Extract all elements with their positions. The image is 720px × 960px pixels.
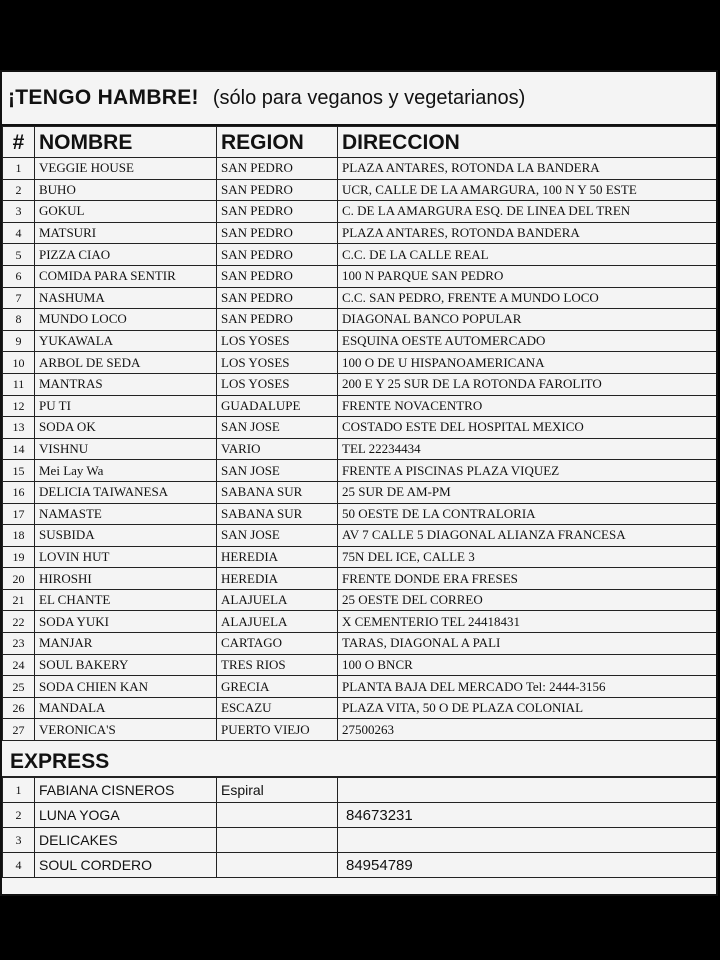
row-number: 8: [3, 309, 35, 331]
row-nombre: FABIANA CISNEROS: [35, 778, 217, 803]
row-number: 1: [3, 778, 35, 803]
row-region: SAN JOSE: [217, 417, 338, 439]
row-region: SABANA SUR: [217, 481, 338, 503]
table-row: [3, 589, 719, 611]
row-region: PUERTO VIEJO: [217, 719, 338, 741]
row-region: SAN JOSE: [217, 525, 338, 547]
row-number: 2: [3, 179, 35, 201]
row-number: 26: [3, 697, 35, 719]
row-nombre: MANDALA: [35, 697, 217, 719]
table-row: [3, 222, 719, 244]
row-number: 16: [3, 481, 35, 503]
row-number: 9: [3, 330, 35, 352]
row-region: LOS YOSES: [217, 373, 338, 395]
row-region: [217, 803, 338, 828]
row-nombre: VEGGIE HOUSE: [35, 158, 217, 180]
row-number: 1: [3, 158, 35, 180]
table-row: [3, 287, 719, 309]
row-nombre: EL CHANTE: [35, 589, 217, 611]
table-row: [3, 546, 719, 568]
row-direccion: 25 SUR DE AM-PM: [338, 481, 719, 503]
row-number: 24: [3, 654, 35, 676]
row-region: SAN PEDRO: [217, 265, 338, 287]
row-region: [217, 853, 338, 878]
row-nombre: SODA CHIEN KAN: [35, 676, 217, 698]
row-number: 13: [3, 417, 35, 439]
row-region: SABANA SUR: [217, 503, 338, 525]
row-region: ALAJUELA: [217, 589, 338, 611]
table-row: [3, 676, 719, 698]
row-number: 14: [3, 438, 35, 460]
header-region: REGION: [217, 127, 338, 158]
row-region: SAN PEDRO: [217, 309, 338, 331]
row-number: 17: [3, 503, 35, 525]
table-row: [3, 244, 719, 266]
row-region: SAN JOSE: [217, 460, 338, 482]
header-nombre: NOMBRE: [35, 127, 217, 158]
row-nombre: Mei Lay Wa: [35, 460, 217, 482]
table-row: [3, 568, 719, 590]
title-main: ¡TENGO HAMBRE!: [8, 86, 199, 109]
row-nombre: VERONICA'S: [35, 719, 217, 741]
row-nombre: LUNA YOGA: [35, 803, 217, 828]
table-row: [3, 417, 719, 439]
row-nombre: DELICIA TAIWANESA: [35, 481, 217, 503]
row-direccion: FRENTE A PISCINAS PLAZA VIQUEZ: [338, 460, 719, 482]
row-number: 19: [3, 546, 35, 568]
row-direccion: UCR, CALLE DE LA AMARGURA, 100 N Y 50 ESTE: [338, 179, 719, 201]
table-row: [3, 158, 719, 180]
row-direccion: C. DE LA AMARGURA ESQ. DE LINEA DEL TREN: [338, 201, 719, 223]
express-body: [3, 778, 719, 878]
table-body: [3, 158, 719, 741]
row-nombre: SUSBIDA: [35, 525, 217, 547]
table-row: [3, 778, 719, 803]
row-direccion: PLAZA ANTARES, ROTONDA BANDERA: [338, 222, 719, 244]
row-nombre: SODA OK: [35, 417, 217, 439]
row-direccion: C.C. DE LA CALLE REAL: [338, 244, 719, 266]
header-number: #: [3, 127, 35, 158]
table-row: [3, 611, 719, 633]
table-row: [3, 352, 719, 374]
table-row: [3, 201, 719, 223]
row-nombre: SOUL CORDERO: [35, 853, 217, 878]
row-direccion: TARAS, DIAGONAL A PALI: [338, 633, 719, 655]
table-header-row: [3, 127, 719, 158]
row-nombre: MANTRAS: [35, 373, 217, 395]
row-direccion: 25 OESTE DEL CORREO: [338, 589, 719, 611]
table-row: [3, 179, 719, 201]
row-number: 23: [3, 633, 35, 655]
table-row: [3, 654, 719, 676]
express-heading: EXPRESS: [2, 741, 716, 777]
row-direccion: PLAZA ANTARES, ROTONDA LA BANDERA: [338, 158, 719, 180]
row-number: 12: [3, 395, 35, 417]
row-number: 22: [3, 611, 35, 633]
row-number: 2: [3, 803, 35, 828]
row-region: SAN PEDRO: [217, 222, 338, 244]
row-region: GRECIA: [217, 676, 338, 698]
row-direccion: FRENTE NOVACENTRO: [338, 395, 719, 417]
row-nombre: DELICAKES: [35, 828, 217, 853]
row-region: ALAJUELA: [217, 611, 338, 633]
table-row: [3, 719, 719, 741]
row-nombre: SODA YUKI: [35, 611, 217, 633]
row-region: SAN PEDRO: [217, 287, 338, 309]
row-number: 3: [3, 201, 35, 223]
row-region: GUADALUPE: [217, 395, 338, 417]
row-number: 7: [3, 287, 35, 309]
row-number: 3: [3, 828, 35, 853]
row-region: LOS YOSES: [217, 330, 338, 352]
row-number: 25: [3, 676, 35, 698]
row-number: 11: [3, 373, 35, 395]
table-row: [3, 828, 719, 853]
row-nombre: GOKUL: [35, 201, 217, 223]
row-nombre: MUNDO LOCO: [35, 309, 217, 331]
row-direccion: 84673231: [338, 803, 719, 828]
row-nombre: YUKAWALA: [35, 330, 217, 352]
row-direccion: [338, 778, 719, 803]
row-number: 20: [3, 568, 35, 590]
table-row: [3, 633, 719, 655]
row-number: 21: [3, 589, 35, 611]
row-nombre: PU TI: [35, 395, 217, 417]
row-region: HEREDIA: [217, 546, 338, 568]
express-table: [2, 777, 718, 878]
table-row: [3, 525, 719, 547]
row-number: 5: [3, 244, 35, 266]
row-nombre: COMIDA PARA SENTIR: [35, 265, 217, 287]
row-region: SAN PEDRO: [217, 201, 338, 223]
row-direccion: TEL 22234434: [338, 438, 719, 460]
row-region: SAN PEDRO: [217, 158, 338, 180]
table-row: [3, 803, 719, 828]
row-direccion: DIAGONAL BANCO POPULAR: [338, 309, 719, 331]
row-direccion: 27500263: [338, 719, 719, 741]
row-direccion: 200 E Y 25 SUR DE LA ROTONDA FAROLITO: [338, 373, 719, 395]
table-row: [3, 373, 719, 395]
row-nombre: NAMASTE: [35, 503, 217, 525]
row-direccion: 100 O BNCR: [338, 654, 719, 676]
row-direccion: PLANTA BAJA DEL MERCADO Tel: 2444-3156: [338, 676, 719, 698]
row-number: 27: [3, 719, 35, 741]
row-direccion: [338, 828, 719, 853]
row-nombre: MATSURI: [35, 222, 217, 244]
table-row: [3, 460, 719, 482]
row-number: 10: [3, 352, 35, 374]
row-region: HEREDIA: [217, 568, 338, 590]
table-row: [3, 438, 719, 460]
table-row: [3, 481, 719, 503]
table-row: [3, 503, 719, 525]
title-subtitle: (sólo para veganos y vegetarianos): [212, 86, 526, 109]
table-row: [3, 395, 719, 417]
row-direccion: 100 N PARQUE SAN PEDRO: [338, 265, 719, 287]
row-region: CARTAGO: [217, 633, 338, 655]
row-direccion: AV 7 CALLE 5 DIAGONAL ALIANZA FRANCESA: [338, 525, 719, 547]
row-nombre: HIROSHI: [35, 568, 217, 590]
row-region: TRES RIOS: [217, 654, 338, 676]
row-region: [217, 828, 338, 853]
row-number: 6: [3, 265, 35, 287]
row-direccion: C.C. SAN PEDRO, FRENTE A MUNDO LOCO: [338, 287, 719, 309]
row-nombre: PIZZA CIAO: [35, 244, 217, 266]
row-number: 4: [3, 853, 35, 878]
row-direccion: COSTADO ESTE DEL HOSPITAL MEXICO: [338, 417, 719, 439]
row-direccion: 100 O DE U HISPANOAMERICANA: [338, 352, 719, 374]
table-row: [3, 265, 719, 287]
table-row: [3, 697, 719, 719]
row-number: 18: [3, 525, 35, 547]
row-nombre: NASHUMA: [35, 287, 217, 309]
header-direccion: DIRECCION: [338, 127, 719, 158]
row-region: Espiral: [217, 778, 338, 803]
row-number: 15: [3, 460, 35, 482]
row-region: ESCAZU: [217, 697, 338, 719]
row-nombre: ARBOL DE SEDA: [35, 352, 217, 374]
row-number: 4: [3, 222, 35, 244]
row-nombre: SOUL BAKERY: [35, 654, 217, 676]
row-direccion: 50 OESTE DE LA CONTRALORIA: [338, 503, 719, 525]
row-direccion: ESQUINA OESTE AUTOMERCADO: [338, 330, 719, 352]
row-nombre: VISHNU: [35, 438, 217, 460]
row-direccion: X CEMENTERIO TEL 24418431: [338, 611, 719, 633]
table-row: [3, 309, 719, 331]
row-region: SAN PEDRO: [217, 244, 338, 266]
row-nombre: BUHO: [35, 179, 217, 201]
page-title: [2, 72, 716, 126]
row-direccion: PLAZA VITA, 50 O DE PLAZA COLONIAL: [338, 697, 719, 719]
table-row: [3, 853, 719, 878]
row-region: LOS YOSES: [217, 352, 338, 374]
row-region: VARIO: [217, 438, 338, 460]
row-nombre: MANJAR: [35, 633, 217, 655]
row-nombre: LOVIN HUT: [35, 546, 217, 568]
row-direccion: 84954789: [338, 853, 719, 878]
row-direccion: FRENTE DONDE ERA FRESES: [338, 568, 719, 590]
row-direccion: 75N DEL ICE, CALLE 3: [338, 546, 719, 568]
table-row: [3, 330, 719, 352]
restaurant-table: [2, 126, 718, 741]
row-region: SAN PEDRO: [217, 179, 338, 201]
restaurant-sheet: [0, 70, 718, 896]
